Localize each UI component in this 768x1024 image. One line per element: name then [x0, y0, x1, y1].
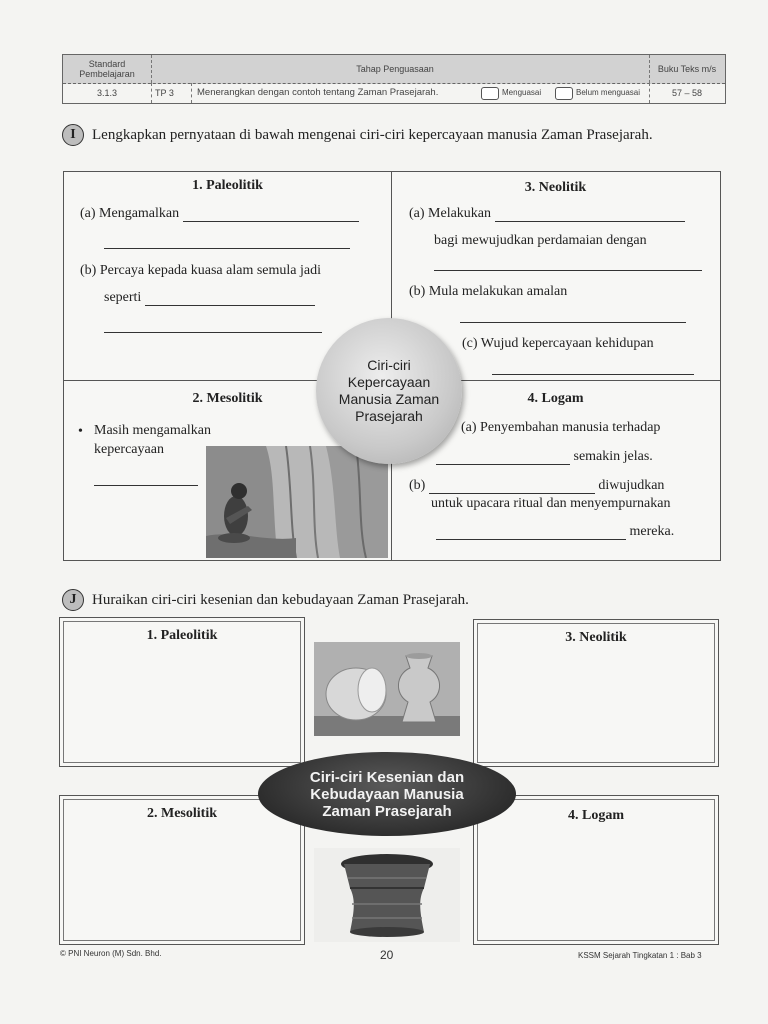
logam-box-title: 4. Logam	[568, 808, 624, 823]
answer-line[interactable]	[492, 374, 694, 375]
paleolitik-b2: seperti	[104, 290, 315, 306]
table-header-row	[63, 55, 725, 84]
neolitik-answer-box[interactable]	[473, 619, 719, 767]
footer-copyright: © PNI Neuron (M) Sdn. Bhd.	[60, 949, 162, 958]
paleolitik-a: (a) Mengamalkan	[80, 206, 359, 222]
answer-line[interactable]	[104, 248, 350, 249]
logam-answer-box[interactable]	[473, 795, 719, 945]
kepercayaan-circle: Ciri-ciri Kepercayaan Manusia Zaman Prasejarah	[316, 318, 462, 464]
paleolitik-title: 1. Paleolitik	[192, 178, 263, 193]
tp-label: TP 3	[155, 88, 174, 98]
logam-b1: (b) diwujudkan	[409, 478, 665, 493]
pottery-photo	[314, 642, 460, 736]
section-i-heading	[62, 124, 653, 146]
paleolitik-answer-box[interactable]	[59, 617, 305, 767]
section-j-heading	[62, 589, 469, 611]
cave-illustration	[206, 446, 388, 558]
section-i-instruction: Lengkapkan pernyataan di bawah mengenai ciri-ciri kepercayaan manusia Zaman Prasejarah.	[92, 126, 653, 143]
kesenian-ellipse: Ciri-ciri Kesenian dan Kebudayaan Manusia Zaman Prasejarah	[258, 752, 516, 836]
paleolitik-box-title: 1. Paleolitik	[146, 628, 218, 643]
logam-a2: semakin jelas.	[436, 449, 653, 465]
answer-line[interactable]	[104, 332, 322, 333]
answer-blank[interactable]	[436, 527, 626, 540]
logam-b2: untuk upacara ritual dan menyempurnakan	[431, 496, 671, 511]
neolitik-b: (b) Mula melakukan amalan	[409, 284, 568, 299]
answer-blank[interactable]	[429, 481, 595, 494]
section-badge-j: J	[62, 589, 84, 611]
paleolitik-b1: (b) Percaya kepada kuasa alam semula jadi	[80, 263, 322, 278]
bronze-drum-photo	[314, 848, 460, 942]
section-badge-i: I	[62, 124, 84, 146]
logam-a1: (a) Penyembahan manusia terhadap	[461, 420, 661, 435]
page-range: 57 – 58	[671, 88, 703, 98]
footer-page-number: 20	[380, 948, 394, 962]
logam-title: 4. Logam	[527, 391, 584, 406]
answer-blank[interactable]	[495, 209, 685, 222]
answer-line[interactable]	[94, 485, 198, 486]
section-j-instruction: Huraikan ciri-ciri kesenian dan kebudayaan Zaman Prasejarah.	[92, 591, 469, 608]
answer-blank[interactable]	[436, 452, 570, 465]
neolitik-title: 3. Neolitik	[524, 180, 587, 195]
checkbox-icon[interactable]	[555, 87, 573, 100]
col-tahap-title: Tahap Penguasaan	[356, 64, 434, 74]
option-menguasai[interactable]: Menguasai	[481, 83, 559, 103]
answer-blank[interactable]	[183, 209, 359, 222]
table-data-row	[63, 83, 725, 103]
description-text: Menerangkan dengan contoh tentang Zaman Prasejarah.	[197, 87, 439, 98]
neolitik-a1: (a) Melakukan	[409, 206, 685, 222]
mesolitik-title: 2. Mesolitik	[192, 391, 263, 406]
mesolitik-line2: kepercayaan	[94, 442, 164, 457]
standard-code: 3.1.3	[96, 88, 118, 98]
logam-b3: mereka.	[436, 524, 674, 540]
mesolitik-line1: Masih mengamalkan	[94, 423, 212, 438]
neolitik-c: (c) Wujud kepercayaan kehidupan	[462, 336, 654, 351]
neolitik-box-title: 3. Neolitik	[565, 630, 627, 645]
answer-line[interactable]	[434, 270, 702, 271]
answer-line[interactable]	[460, 322, 686, 323]
option-belum-menguasai[interactable]: Belum menguasai	[555, 83, 649, 103]
neolitik-a2: bagi mewujudkan perdamaian dengan	[434, 233, 647, 248]
standard-table	[62, 54, 726, 104]
col-standard-title: Standard Pembelajaran	[79, 59, 135, 79]
checkbox-icon[interactable]	[481, 87, 499, 100]
footer-book-title: KSSM Sejarah Tingkatan 1 : Bab 3	[578, 951, 702, 960]
mesolitik-answer-box[interactable]	[59, 795, 305, 945]
col-buku-title: Buku Teks m/s	[657, 64, 717, 74]
answer-blank[interactable]	[145, 293, 315, 306]
mesolitik-box-title: 2. Mesolitik	[147, 806, 217, 821]
mesolitik-bullet: •	[78, 424, 83, 439]
